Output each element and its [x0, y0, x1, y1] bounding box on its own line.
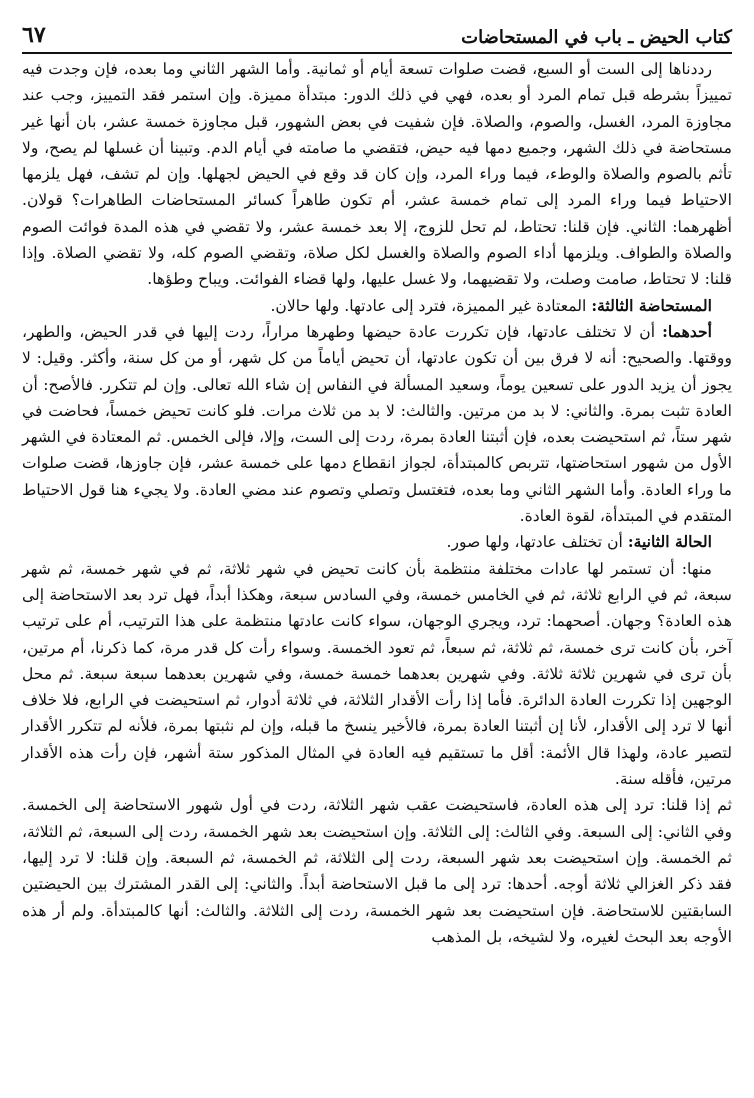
- body-text: [22, 56, 732, 1090]
- paragraph: [22, 529, 732, 555]
- paragraph-text: أن لا تختلف عادتها، فإن تكررت عادة حيضها وطهرها مراراً، ردت إليها في قدر الحيض، والطهر، ووقتها. والصحيح: أنه لا فرق بين أن تكون عادتها، أن تحيض أياماً من كل شهر، أو من كل سنة، وأكثر. وقيل: لا يجوز أن يزيد الدور على تسعين يوماً، وسعيد المسألة في النفاس إن شاء الله تعالى. وإن لم تتكرر. فالأصح: أن العادة تثبت بمرة. والثاني: لا بد من مرتين. والثالث: لا بد من ثلاث مرات. فلو كانت تحيض خمساً، فحاضت في شهر ستاً، ثم استحيضت بعده، فإن أثبتنا العادة بمرة، ردت إلى الست، وإلا، فإلى الخمس. ثم المعتادة في الشهر الأول من شهور استحاضتها، تتربص كالمبتدأة، لجواز انقطاع دمها على خمسة عشر، فإن جاوزها، قضت صلوات ما وراء العادة. وأما الشهر الثاني وما بعده، فتغتسل وتصلي وتصوم عند مضي العادة. ولا يجيء هنا قول الاحتياط المتقدم في المبتدأة، لقوة العادة.: [22, 322, 732, 526]
- paragraph: [22, 319, 732, 529]
- paragraph-text: المعتادة غير المميزة، فترد إلى عادتها. ولها حالان.: [270, 296, 592, 315]
- paragraph: [22, 556, 732, 793]
- paragraph-text: ثم إذا قلنا: ترد إلى هذه العادة، فاستحيضت عقب شهر الثلاثة، ردت في أول شهور الاستحاضة إلى الخمسة. وفي الثاني: إلى السبعة. وفي الثالث: إلى الثلاثة. وإن استحيضت بعد شهر الخمسة، ردت إلى السبعة، ثم الثلاثة، ثم الخمسة. وإن استحيضت بعد شهر السبعة، ردت إلى الثلاثة، ثم الخمسة، ثم السبعة. وإن قلنا: لا ترد إليها، فقد ذكر الغزالي ثلاثة أوجه. أحدها: ترد إلى ما قبل الاستحاضة أبداً. والثاني: إلى القدر المشترك بين الحيضتين السابقتين للاستحاضة. فإن استحيضت بعد شهر الخمسة، ردت إلى الثلاثة. والثالث: أنها كالمبتدأة. ولم أر هذه الأوجه بعد البحث لغيره، ولا لشيخه، بل المذهب: [22, 796, 732, 946]
- running-title: كتاب الحيض ـ باب في المستحاضات: [461, 27, 732, 48]
- section-heading: المستحاضة الثالثة:: [591, 295, 712, 315]
- paragraph: [22, 56, 732, 293]
- paragraph-text: أن تختلف عادتها، ولها صور.: [446, 533, 628, 552]
- section-heading: الحالة الثانية:: [627, 532, 712, 552]
- section-heading: أحدهما:: [662, 321, 712, 341]
- paragraph: [22, 792, 732, 950]
- page-number: ٦٧: [22, 22, 46, 48]
- paragraph: [22, 293, 732, 319]
- page-header: [22, 14, 732, 54]
- paragraph-text: رددناها إلى الست أو السبع، قضت صلوات تسعة أيام أو ثمانية. وأما الشهر الثاني وما بعده، فإن وجدت فيه تمييزاً بشرطه قبل تمام المرد أو بعده، فهي في ذلك الدور: مبتدأة مميزة. وإن استمر فقد التمييز، وجب عند مجاوزة المرد، الغسل، والصوم، والصلاة. فإن شفيت في بعض الشهور، قبل مجاوزة خمسة عشر، بان أنها غير مستحاضة في ذلك الشهر، وجميع دمها فيه حيض، فتقضي ما صامته في أيام الدم. وتبينا أن غسلها لم يصح، ولا تأثم بالصوم والصلاة والوطء، فيما وراء المرد، وإن كان قد وقع في الحيض لجهلها. وإن لم تشف، فهل يلزمها الاحتياط فيما وراء المرد إلى تمام خمسة عشر، أم تكون طاهراً كسائر المستحاضات الطاهرات؟ قولان. أظهرهما: الثاني. فإن قلنا: تحتاط، لم تحل للزوج، إلا بعد خمسة عشر، ولا تقضي في هذه المدة فوائت الصوم والصلاة والطواف. ويلزمها أداء الصوم والصلاة والغسل لكل صلاة، وتقضي الصوم كله، ولا تقضي الصلاة. وإذا قلنا: لا تحتاط، صامت وصلت، ولا تقضيهما، ولا غسل عليها، ولها قضاء الفوائت. ويباح وطؤها.: [22, 60, 732, 289]
- paragraph-text: منها: أن تستمر لها عادات مختلفة منتظمة بأن كانت تحيض في شهر ثلاثة، ثم في شهر خمسة، ثم شهر سبعة، ثم في الرابع ثلاثة، ثم في الخامس خمسة، وفي السادس سبعة، وهكذا أبداً، فهل ترد بعد الاستحاضة إلى هذه العادة؟ وجهان. أصحهما: ترد، ويجري الوجهان، سواء كانت عادتها منتظمة على هذا الترتيب، أم على ترتيب آخر، بأن كانت ترى خمسة، ثم ثلاثة، ثم سبعاً، ثم تعود الخمسة. وسواء رأت كل قدر مرة، كما ذكرنا، أم مرتين، بأن ترى في شهرين ثلاثة ثلاثة. وفي شهرين بعدهما خمسة خمسة، وفي شهرين بعدهما سبعة سبعة. ثم محل الوجهين إذا تكررت العادة الدائرة. فأما إذا رأت الأقدار الثلاثة، في ثلاثة أدوار، ثم استحيضت في الرابع، فلا خلاف أنها لا ترد إلى الأقدار، لأنا إن أثبتنا العادة بمرة، فالأخير ينسخ ما قبله، وإن لم نثبتها بمرة، فلأنه لم تتكرر الأقدار لتصير عادة، ولهذا قال الأئمة: أقل ما تستقيم فيه العادة في المثال المذكور ستة أشهر، فإن رأت هذه الأقدار مرتين، فأقله سنة.: [22, 559, 732, 789]
